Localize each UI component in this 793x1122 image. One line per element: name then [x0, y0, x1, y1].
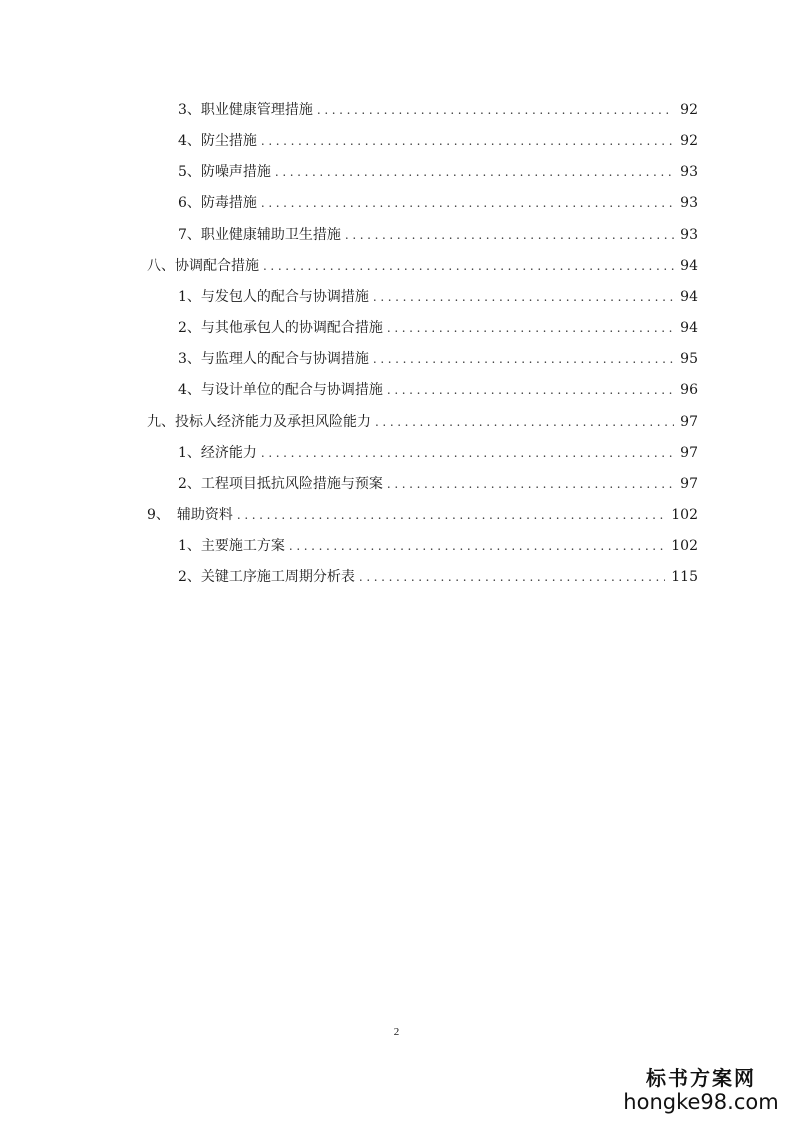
toc-entry-page: 93 — [680, 227, 698, 243]
toc-dot-leader — [261, 189, 674, 217]
toc-entry[interactable] — [147, 501, 698, 529]
toc-dot-leader — [387, 314, 674, 342]
toc-dot-leader — [345, 221, 674, 249]
toc-entry[interactable] — [178, 376, 698, 404]
toc-entry-page: 94 — [680, 258, 698, 274]
toc-entry-label: 八、协调配合措施 — [147, 258, 259, 274]
toc-entry[interactable] — [178, 127, 698, 155]
toc-entry-label: 2、工程项目抵抗风险措施与预案 — [178, 476, 383, 492]
toc-entry[interactable] — [178, 283, 698, 311]
page-number: 2 — [393, 1026, 400, 1038]
toc-entry-page: 93 — [680, 164, 698, 180]
toc-entry-page: 94 — [680, 320, 698, 336]
toc-entry-label: 5、防噪声措施 — [178, 164, 271, 180]
toc-entry-page: 97 — [680, 476, 698, 492]
toc-entry[interactable] — [178, 532, 698, 560]
toc-dot-leader — [263, 252, 674, 280]
toc-entry-label: 1、经济能力 — [178, 445, 257, 461]
toc-dot-leader — [317, 96, 674, 124]
toc-entry-label: 九、投标人经济能力及承担风险能力 — [147, 414, 371, 430]
toc-entry-page: 97 — [680, 445, 698, 461]
toc-entry-label: 1、主要施工方案 — [178, 538, 285, 554]
toc-entry-page: 95 — [680, 351, 698, 367]
toc-entry[interactable] — [178, 189, 698, 217]
toc-dot-leader — [261, 439, 674, 467]
watermark-logo — [621, 1066, 781, 1114]
toc-dot-leader — [289, 532, 665, 560]
toc-entry-page: 102 — [671, 507, 698, 523]
toc-entry-page: 92 — [680, 102, 698, 118]
toc-entry-page: 94 — [680, 289, 698, 305]
toc-entry-label: 1、与发包人的配合与协调措施 — [178, 289, 369, 305]
toc-dot-leader — [373, 345, 674, 373]
toc-entry-label: 4、与设计单位的配合与协调措施 — [178, 382, 383, 398]
toc-dot-leader — [359, 563, 665, 591]
toc-entry-page: 93 — [680, 195, 698, 211]
toc-entry[interactable] — [178, 470, 698, 498]
toc-dot-leader — [237, 501, 665, 529]
watermark-title: 标书方案网 — [646, 1066, 756, 1090]
toc-entry-page: 102 — [671, 538, 698, 554]
toc-entry[interactable] — [178, 314, 698, 342]
watermark-url: hongke98.com — [623, 1090, 779, 1114]
toc-dot-leader — [275, 158, 674, 186]
toc-dot-leader — [387, 470, 674, 498]
toc-dot-leader — [375, 408, 674, 436]
toc-dot-leader — [373, 283, 674, 311]
toc-entry-label: 2、关键工序施工周期分析表 — [178, 569, 355, 585]
toc-entry-label: 3、职业健康管理措施 — [178, 102, 313, 118]
toc-entry[interactable] — [178, 439, 698, 467]
toc-entry[interactable] — [178, 563, 698, 591]
toc-entry-page: 115 — [671, 569, 698, 585]
toc-dot-leader — [387, 376, 674, 404]
toc-entry[interactable] — [178, 221, 698, 249]
toc-dot-leader — [261, 127, 674, 155]
toc-entry-label: 3、与监理人的配合与协调措施 — [178, 351, 369, 367]
toc-entry-page: 96 — [680, 382, 698, 398]
toc-entry-page: 92 — [680, 133, 698, 149]
toc-entry[interactable] — [178, 96, 698, 124]
toc-entry-label: 6、防毒措施 — [178, 195, 257, 211]
toc-entry-label: 7、职业健康辅助卫生措施 — [178, 227, 341, 243]
toc-entry-label: 2、与其他承包人的协调配合措施 — [178, 320, 383, 336]
toc-entry-page: 97 — [680, 414, 698, 430]
toc-entry[interactable] — [147, 252, 698, 280]
toc-entry-label: 4、防尘措施 — [178, 133, 257, 149]
toc-entry[interactable] — [178, 158, 698, 186]
toc-entry[interactable] — [147, 408, 698, 436]
toc-entry[interactable] — [178, 345, 698, 373]
toc-entry-label: 9、 辅助资料 — [147, 507, 233, 523]
